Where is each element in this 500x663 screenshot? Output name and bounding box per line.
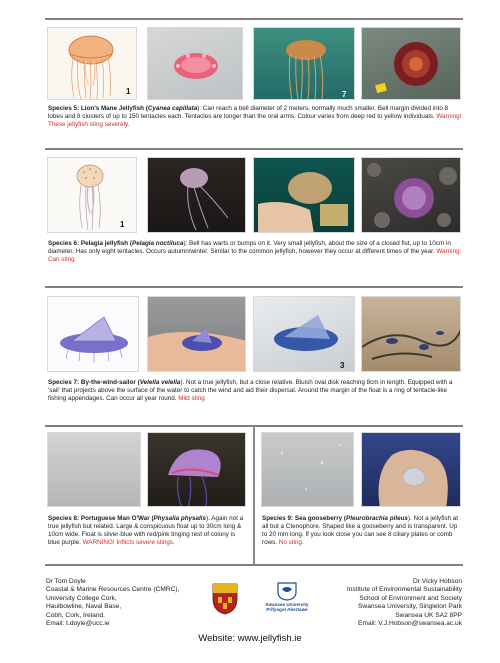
latin-name: Pleurobrachia pileus [346,515,408,522]
lions-mane-photo-3 [253,27,355,100]
sea-gooseberry-photo-2 [361,432,461,507]
sting-warning: Mild sting [178,395,205,403]
velella-photo-3 [253,296,355,372]
velella-illustration [47,296,139,372]
sting-warning: WARNING! Inflicts severe stings. [82,539,175,547]
contact-line: Haulbowline, Naval Base, [46,603,122,611]
photo-number: 1 [126,87,131,96]
lions-mane-photo-4 [361,27,461,100]
species-description: ): Can reach a bell diameter of 2 meters, normally much smaller. Bell margin divided into 8 lobes and 8 clusters of up to 150 tentacles each. Tentacles are longer than the oral arms. Colour varies from deep red to yellow individuals. [48,105,449,121]
species-description: ). Not a true jellyfish, but a close relative. Bluish oval disk reaching 8cm in length. Equipped with a 'sail' that projects above the surface of the water to catch the wind and aid their dispersal. Around the margin of the float is a ring of tentacle-like fishing appendages. Can occur all year round. [48,379,453,403]
latin-name: Cyanea capillata [147,105,198,112]
website-link[interactable]: Website: www.jellyfish.ie [198,633,302,644]
contact-line: School of Environment and Society [359,594,462,602]
sting-warning: Warning! These jellyfish sting severely. [48,113,462,129]
sting-warning: No sting. [278,539,304,547]
section-rule [45,564,463,566]
contact-line: Swansea University, Singleton Park [358,603,462,611]
species-label: Species 5: Lion's Mane Jellyfish ( [48,105,148,112]
photo-number: 3 [340,361,345,370]
species6-caption [48,240,462,264]
section-rule [45,286,463,288]
contact-left [46,578,196,628]
contact-line: University College Cork, [46,594,117,602]
section-rule [45,18,463,20]
sting-warning: Warning: Can sting [48,248,462,264]
species-label: Species 8: Portuguese Man O'War ( [48,515,154,522]
species-description: ): Bell has warts or bumps on it. Very small jellyfish, about the size of a closed fist, up to 10cm in diameter. Has only eight tentacles. Occurs autumn/winter. Similar to the common jellyfish, however they occur at different times of the year. [48,240,451,256]
sea-gooseberry-photo-1 [261,432,354,507]
contact-email: Email: V.J.Hobson@swansea.ac.uk [358,620,462,628]
lions-mane-photo-2 [147,27,243,100]
species-description: ). Again not a true jellyfish but related. Large & conspicuous float up to 30cm long & 10cm wide. Float is silver-blue with red/pink tinging rest of colony is blue purple. [48,515,244,547]
species9-caption [262,515,462,547]
photo-number: 7 [342,90,347,99]
contact-line: Swansea UK SA2 8PP [395,611,462,619]
contact-name: Dr Vicky Hobson [413,578,462,585]
velella-photo-4 [361,296,461,372]
swansea-name-cy: Prifysgol Abertawe [266,607,308,613]
latin-name: Velella velella [139,379,181,386]
swansea-name-en: Swansea University [265,602,309,607]
latin-name: Physalia physalis [153,515,207,522]
swansea-university-logo [276,581,298,601]
pelagia-photo-4 [361,157,461,233]
species-label: Species 6: Pelagia jellyfish ( [48,240,132,247]
photo-number: 1 [120,220,125,229]
latin-name: Pelagia noctiluca [132,240,184,247]
species-label: Species 7: By-the-wind-sailor ( [48,379,140,386]
section-rule [45,148,463,150]
man-o-war-photo-1 [47,432,141,507]
species5-caption [48,105,462,129]
contact-line: Institute of Environmental Sustainability [346,586,462,594]
species-description: ). Not a jellyfish at all but a Ctenophore. Shaped like a gooseberry and is transparent. Up to 20 mm long. If you look close you can see 8 ciliary plates or comb rows. [262,515,458,547]
velella-photo-2 [147,296,246,372]
species-label: Species 9: Sea gooseberry ( [262,515,346,522]
pelagia-illustration [47,157,137,233]
species8-caption [48,515,246,547]
lions-mane-illustration [47,27,137,100]
contact-line: Cobh, Cork, Ireland. [46,611,106,619]
contact-email: Email: t.doyle@ucc.ie [46,620,110,628]
pelagia-photo-2 [147,157,246,233]
pelagia-photo-3 [253,157,355,233]
contact-right [296,578,462,628]
contact-line: Coastal & Marine Resources Centre (CMRC), [46,586,180,594]
column-divider [253,426,255,564]
man-o-war-photo-2 [147,432,246,507]
ucc-crest-logo [212,583,238,615]
species7-caption [48,379,462,403]
contact-name: Dr Tom Doyle [46,578,86,585]
